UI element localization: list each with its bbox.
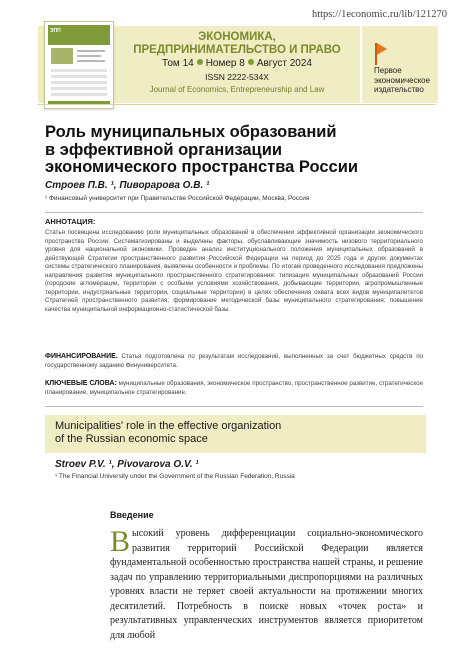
drop-cap: В: [110, 525, 131, 558]
publisher-line2: экономическое: [374, 75, 431, 85]
funding-paragraph: [45, 353, 423, 370]
flag-icon: [377, 43, 387, 55]
funding-label: ФИНАНСИРОВАНИЕ.: [45, 353, 118, 360]
journal-issn: ISSN 2222-534X: [205, 72, 269, 82]
journal-date: Август 2024: [256, 58, 312, 69]
article-url[interactable]: https://1economic.ru/lib/121270: [311, 9, 447, 20]
article-title-line2: в эффективной организации: [45, 140, 282, 159]
english-affiliation: ¹ The Financial University under the Government of the Russian Federation, Russia: [55, 473, 295, 480]
english-title-line1: Municipalities' role in the effective organization: [55, 420, 282, 432]
introduction-paragraph: ысокий уровень дифференциации социально-экономического развития территорий Российской Федерации является фундаментальной особенностью пространства нашей страны, и решение задач по управлению территориальными диспропорциями на различных уровнях власти не теряет своей актуальности на протяжении многих десятилетий. Потребность в поиске новых «точек роста» и результативных управленческих инструментов является приоритетом для любой: [110, 528, 423, 641]
funding-text: Статья подготовлена по результатам исследований, выполненных за счет бюджетных средств по государственному заданию Финуниверситета.: [45, 353, 423, 369]
cover-line: [77, 60, 105, 62]
article-title: [45, 124, 425, 177]
divider: [45, 406, 423, 407]
journal-cover-image: [44, 21, 114, 109]
journal-number: Номер 8: [205, 58, 245, 69]
cover-label: ЭПП: [50, 28, 61, 34]
header-divider: [38, 104, 436, 105]
introduction-heading: Введение: [110, 510, 154, 520]
publisher-line1: Первое: [374, 66, 402, 75]
publisher-box: [360, 26, 438, 103]
keywords-label: КЛЮЧЕВЫЕ СЛОВА:: [45, 380, 117, 387]
english-title-line2: of the Russian economic space: [55, 433, 208, 445]
article-title-line1: Роль муниципальных образований: [45, 123, 337, 141]
article-title-line3: экономического пространства России: [45, 158, 358, 176]
keywords-paragraph: [45, 380, 423, 397]
introduction-text: [110, 527, 423, 643]
article-affiliation: ¹ Финансовый университет при Правительстве Российской Федерации, Москва, Россия: [45, 195, 310, 202]
cover-line: [77, 55, 101, 57]
english-authors: Stroev P.V. ¹, Pivovarova O.V. ¹: [55, 459, 199, 470]
publisher-line3: издательство: [374, 85, 424, 94]
cover-line: [77, 50, 105, 52]
keywords-text: муниципальные образования, экономическое пространство, пространственное развитие, стратегическое планирование, муниципальное стратегирование.: [45, 380, 424, 396]
abstract-heading: АННОТАЦИЯ:: [45, 217, 96, 226]
divider: [45, 212, 423, 213]
journal-title: [122, 31, 352, 56]
article-authors: Строев П.В. ¹, Пиворарова О.В. ¹: [45, 180, 210, 191]
english-title: [55, 420, 281, 446]
journal-title-line1: ЭКОНОМИКА,: [198, 31, 276, 43]
publisher-name: [374, 66, 430, 95]
separator-dot-icon: [197, 59, 203, 65]
cover-graphic: [51, 48, 73, 64]
cover-text-block: [51, 69, 107, 99]
english-title-box: [45, 415, 426, 453]
journal-volume: Том 14: [162, 58, 194, 69]
abstract-text: Статья посвящена исследованию роли муниципальных образований в обеспечении эффективной организации экономического пространства России. Систематизированы и выделены факторы, обуславливающие значимость низового территориального уровня для национальной экономики. Проведен анализ институционального положения муниципальных образований в действующей Стратегии пространственного развития Российской Федерации на период до 2025 года и других документах системы стратегического планирования, выявлены особенности и проблемы. По итогам проведенного исследования предложены направления развития муниципального пространственного стратегирования: типизация муниципальных образований России (городские агломерации, территории с особыми условиями хозяйствования, добывающие территории, агропромышленные территории, индустриальные территории, социальные территории) в целях обеспечения охвата всех видов муниципалитетов Стратегией пространственного развития; формирование методической базы муниципального стратегирования; повышение качества муниципальной информационно-статистической базы.: [45, 229, 423, 313]
separator-dot-icon: [248, 59, 254, 65]
journal-issue-meta: [122, 58, 352, 69]
journal-english-title: Journal of Economics, Entrepreneurship and Law: [149, 85, 325, 94]
journal-title-line2: ПРЕДПРИНИМАТЕЛЬСТВО И ПРАВО: [133, 43, 341, 56]
